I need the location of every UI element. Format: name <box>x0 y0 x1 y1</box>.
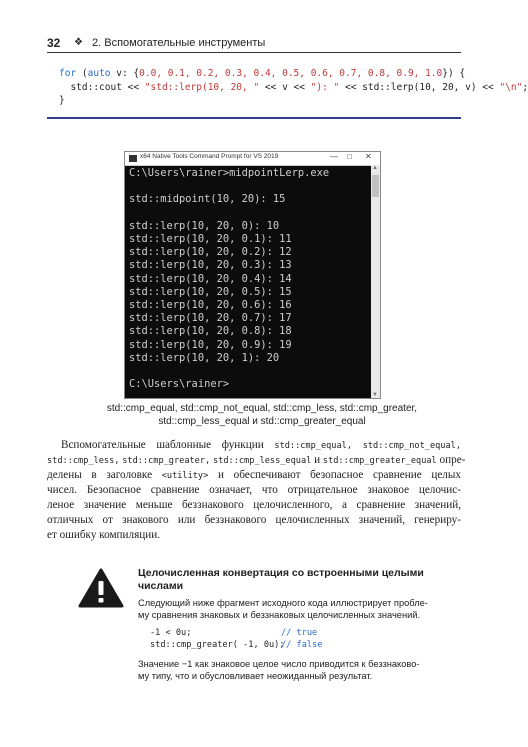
chapter-title: 2. Вспомогательные инструменты <box>92 37 266 49</box>
text: делены в заголовке <box>47 469 153 481</box>
note-title-line: числами <box>138 580 184 592</box>
code-text: std::cmp_greater( -1, 0u); <box>150 640 285 650</box>
console-output <box>129 167 329 391</box>
console-line: std::lerp(10, 20, 0.3): 13 <box>129 259 292 272</box>
code-punct: }) { <box>442 68 466 79</box>
note-code-line <box>150 640 285 650</box>
paragraph-line: отличных от знакового или беззнакового целочисленных значений, генериру- <box>47 514 461 526</box>
paragraph-line: чисел. Безопасное сравнение означает, что отрицательное знаковое целочис- <box>47 484 461 496</box>
code-string: "): " <box>310 81 340 93</box>
inline-code: <utility> <box>161 471 209 481</box>
console-line: std::lerp(10, 20, 0.4): 14 <box>129 272 292 285</box>
note-text: му сравнения знаковых и беззнаковых целочисленных значений. <box>138 610 421 620</box>
console-line: std::midpoint(10, 20): 15 <box>129 193 286 206</box>
code-punct: v: { <box>110 68 140 79</box>
text: Вспомогательные шаблонные функции <box>61 439 264 451</box>
console-titlebar <box>125 152 380 166</box>
note-text: Следующий ниже фрагмент исходного кода иллюстрирует пробле- <box>138 598 428 608</box>
paragraph-line: ет ошибку компиляции. <box>47 529 160 541</box>
inline-code: std::cmp_greater, <box>122 456 211 466</box>
console-line: C:\Users\rainer>midpointLerp.exe <box>129 167 330 179</box>
code-string: "std::lerp(10, 20, " <box>144 81 260 93</box>
console-line <box>129 207 329 220</box>
minimize-icon: — <box>330 152 338 161</box>
console-scrollbar <box>371 165 380 398</box>
note-text: Значение −1 как знаковое целое число приводится к беззнаково- <box>138 659 420 669</box>
console-window <box>124 151 381 399</box>
text: и <box>314 454 321 466</box>
console-line: std::lerp(10, 20, 0.2): 12 <box>129 246 292 259</box>
code-string: "\n" <box>499 81 523 93</box>
console-line: std::lerp(10, 20, 0.9): 19 <box>129 338 292 351</box>
scroll-up-icon: ▲ <box>372 165 378 171</box>
note-code-line <box>150 628 191 638</box>
code-punct: ( <box>76 68 88 79</box>
note-title-line: Целочисленная конвертация со встроенными целыми <box>138 567 424 579</box>
figure-caption-line2: std::cmp_less_equal и std::cmp_greater_equal <box>158 416 366 427</box>
paragraph-line <box>47 453 466 468</box>
maximize-icon: □ <box>347 152 352 161</box>
console-line: std::lerp(10, 20, 0.6): 16 <box>129 299 292 312</box>
text: опре- <box>439 454 466 466</box>
warning-icon <box>78 568 124 608</box>
note-code-comment: // true <box>281 628 318 638</box>
paragraph-line <box>47 468 461 483</box>
code-numbers: 0.0, 0.1, 0.2, 0.3, 0.4, 0.5, 0.6, 0.7, 0.8, 0.9, 1.0 <box>139 68 443 79</box>
code-text: } <box>59 95 65 106</box>
console-title: x64 Native Tools Command Prompt for VS 2019 <box>140 153 279 160</box>
code-text: -1 < 0u; <box>150 628 192 638</box>
header-rule <box>47 52 461 53</box>
scroll-down-icon: ▼ <box>372 392 378 398</box>
header-separator-icon: ❖ <box>74 37 83 48</box>
code-text: std::cout << <box>59 81 145 93</box>
inline-code: std::cmp_less_equal <box>213 456 312 466</box>
inline-code: std::cmp_not_equal, <box>362 441 461 451</box>
console-line: std::lerp(10, 20, 0): 10 <box>129 219 280 232</box>
note-text: му типу, что и обусловливает неожиданный результат. <box>138 671 373 681</box>
console-app-icon <box>129 155 137 162</box>
code-keyword: for <box>59 68 77 79</box>
console-line: std::lerp(10, 20, 0.1): 11 <box>129 233 292 246</box>
page-number: 32 <box>47 36 61 50</box>
figure-caption-line1: std::cmp_equal, std::cmp_not_equal, std::cmp_less, std::cmp_greater, <box>106 403 418 414</box>
console-line: std::lerp(10, 20, 0.8): 18 <box>129 325 292 338</box>
code-listing <box>59 67 528 108</box>
code-bottom-rule <box>47 117 461 119</box>
console-line: C:\Users\rainer> <box>129 378 230 391</box>
paragraph-line: леное значение меньше беззнакового целочисленного, а сравнение значений, <box>47 499 461 511</box>
paragraph-line <box>61 438 461 453</box>
note-title <box>138 567 424 593</box>
inline-code: std::cmp_greater_equal <box>322 456 437 466</box>
close-icon: ✕ <box>365 152 372 161</box>
note-code-comment: // false <box>281 640 323 650</box>
scrollbar-thumb <box>372 175 379 197</box>
console-line <box>129 365 329 378</box>
code-text: << v << <box>259 81 311 93</box>
code-keyword: auto <box>87 68 111 79</box>
console-line <box>129 180 329 193</box>
inline-code: std::cmp_equal, <box>274 441 352 451</box>
code-text: ; <box>522 81 528 93</box>
console-line: std::lerp(10, 20, 0.7): 17 <box>129 312 292 325</box>
inline-code: std::cmp_less, <box>47 456 120 466</box>
text: и обеспечивают безопасное сравнение целых <box>217 469 461 481</box>
code-text: << std::lerp(10, 20, v) << <box>339 81 500 93</box>
console-line: std::lerp(10, 20, 1): 20 <box>129 351 280 364</box>
console-line: std::lerp(10, 20, 0.5): 15 <box>129 285 292 298</box>
